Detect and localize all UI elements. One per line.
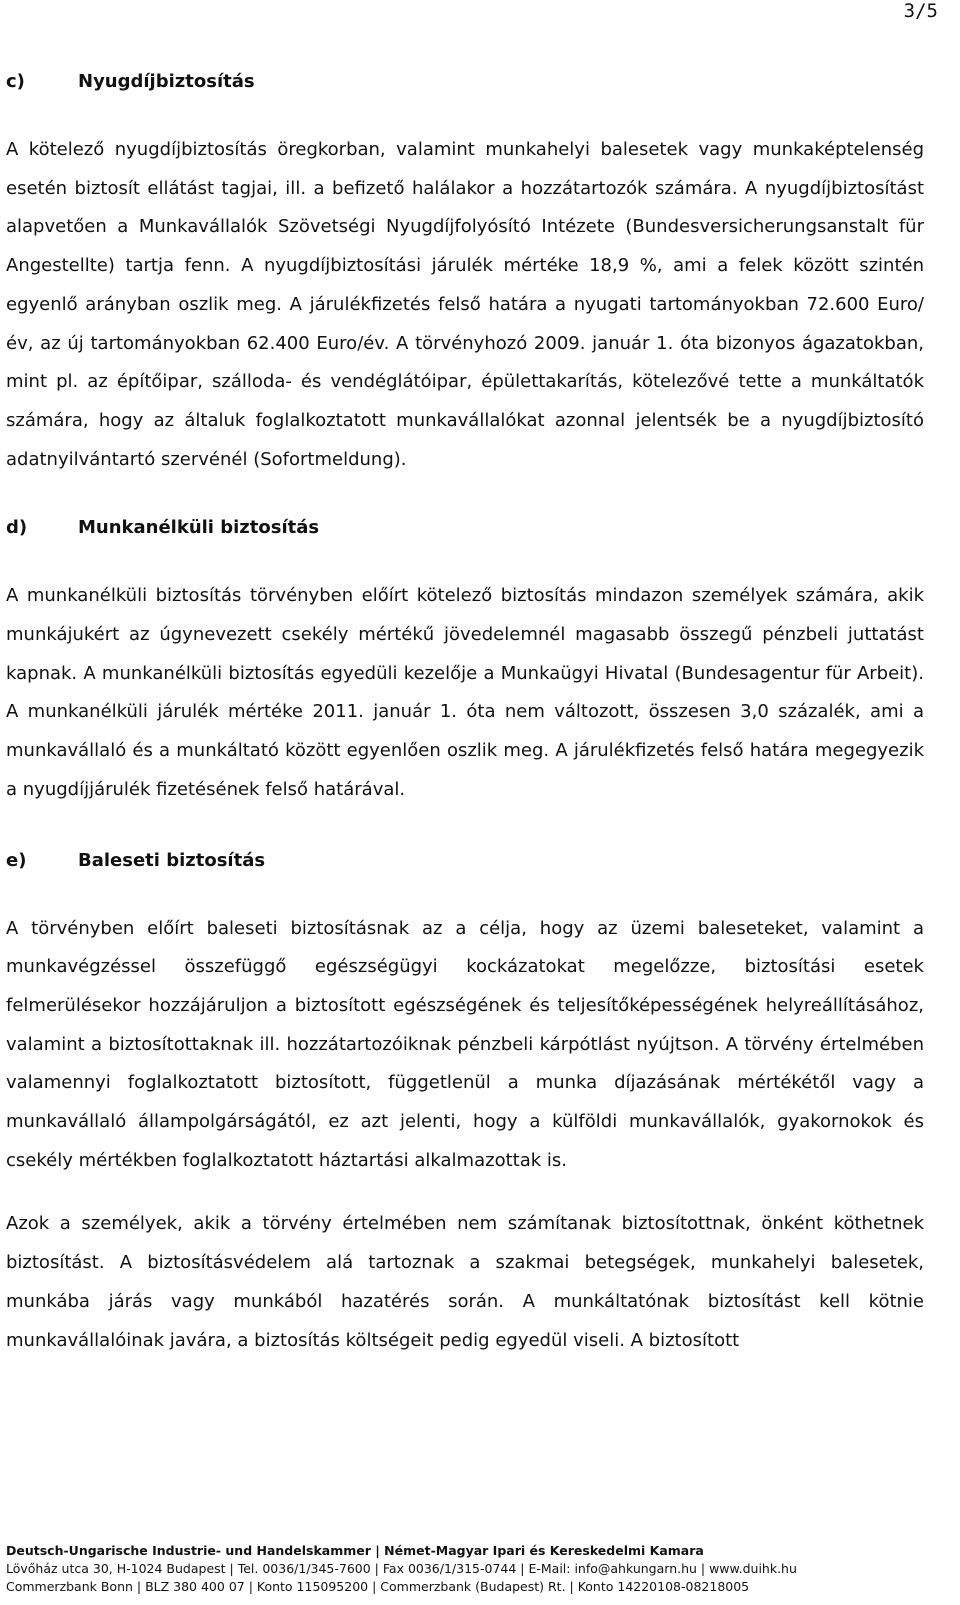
footer-contact: Lövőház utca 30, H-1024 Budapest | Tel. 0036/1/345-7600 | Fax 0036/1/315-0744 | E-Mail: info@ahkungarn.hu | www.duihk.hu: [6, 1561, 797, 1576]
section-heading: [6, 850, 924, 872]
section-letter: d): [6, 517, 28, 539]
page-number: 3/5: [903, 0, 938, 22]
page-footer: [6, 1542, 956, 1596]
document-body: [6, 64, 924, 1360]
paragraph: A munkanélküli biztosítás törvényben előírt kötelező biztosítás mindazon személyek számára, akik munkájukért az úgynevezett csekély mértékű jövedelemnél magasabb összegű pénzbeli juttatást kapnak. A munkanélküli biztosítás egyedüli kezelője a Munkaügyi Hivatal (Bundesagentur für Arbeit). A munkanélküli járulék mértéke 2011. január 1. óta nem változott, összesen 3,0 százalék, ami a munkavállaló és a munkáltató között egyenlően oszlik meg. A járulékfizetés felső határa megegyezik a nyugdíjjárulék fizetésének felső határával.: [6, 585, 924, 800]
footer-bank-details: Commerzbank Bonn | BLZ 380 400 07 | Konto 115095200 | Commerzbank (Budapest) Rt. | Konto 14220108-08218005: [6, 1579, 750, 1594]
section-accident-insurance: [6, 850, 924, 1361]
section-heading: [6, 71, 924, 93]
paragraph: Azok a személyek, akik a törvény értelmében nem számítanak biztosítottnak, önként köthetnek biztosítást. A biztosításvédelem alá tartoznak a szakmai betegségek, munkahelyi balesetek, munkába járás vagy munkából hazatérés során. A munkáltatónak biztosítást kell kötnie munkavállalóinak javára, a biztosítás költségeit pedig egyedül viseli. A biztosított: [6, 1213, 924, 1351]
paragraph: A törvényben előírt baleseti biztosításnak az a célja, hogy az üzemi baleseteket, valamint a munkavégzéssel összefüggő egészségügyi kockázatokat megelőzze, biztosítási esetek felmerülésekor hozzájáruljon a biztosított egészségének és teljesítőképességének helyreállításához, valamint a biztosítottaknak ill. hozzátartozóiknak pénzbeli kárpótlást nyújtson. A törvény értelmében valamennyi foglalkoztatott biztosított, függetlenül a munka díjazásának mértékétől vagy a munkavállaló állampolgárságától, ez azt jelenti, hogy a külföldi munkavállalók, gyakornokok és csekély mértékben foglalkoztatott háztartási alkalmazottak is.: [6, 917, 924, 1171]
section-pension-insurance: [6, 71, 924, 479]
section-title: Munkanélküli biztosítás: [78, 517, 320, 539]
section-letter: c): [6, 71, 25, 92]
section-unemployment-insurance: [6, 517, 924, 809]
paragraph: A kötelező nyugdíjbiztosítás öregkorban, valamint munkahelyi balesetek vagy munkaképtelenség esetén biztosít ellátást tagjai, ill. a befizető halálakor a hozzátartozók számára. A nyugdíjbiztosítást alapvetően a Munkavállalók Szövetségi Nyugdíjfolyósító Intézete (Bundesversicherungsanstalt für Angestellte) tartja fenn. A nyugdíjbiztosítási járulék mértéke 18,9 %, ami a felek között szintén egyenlő arányban oszlik meg. A járulékfizetés felső határa a nyugati tartományokban 72.600 Euro/év, az új tartományokban 62.400 Euro/év. A törvényhozó 2009. január 1. óta bizonyos ágazatokban, mint pl. az építőipar, szálloda- és vendéglátóipar, épülettakarítás, kötelezővé tette a munkáltatók számára, hogy az általuk foglalkoztatott munkavállalókat azonnal jelentsék be a nyugdíjbiztosító adatnyilvántartó szervénél (Sofortmeldung).: [6, 139, 924, 470]
section-letter: e): [6, 849, 27, 871]
section-heading: [6, 517, 924, 539]
section-title: Nyugdíjbiztosítás: [78, 71, 255, 92]
footer-organization: Deutsch-Ungarische Industrie- und Handelskammer | Német-Magyar Ipari és Kereskedelmi Kamara: [6, 1543, 704, 1558]
section-title: Baleseti biztosítás: [78, 849, 266, 871]
